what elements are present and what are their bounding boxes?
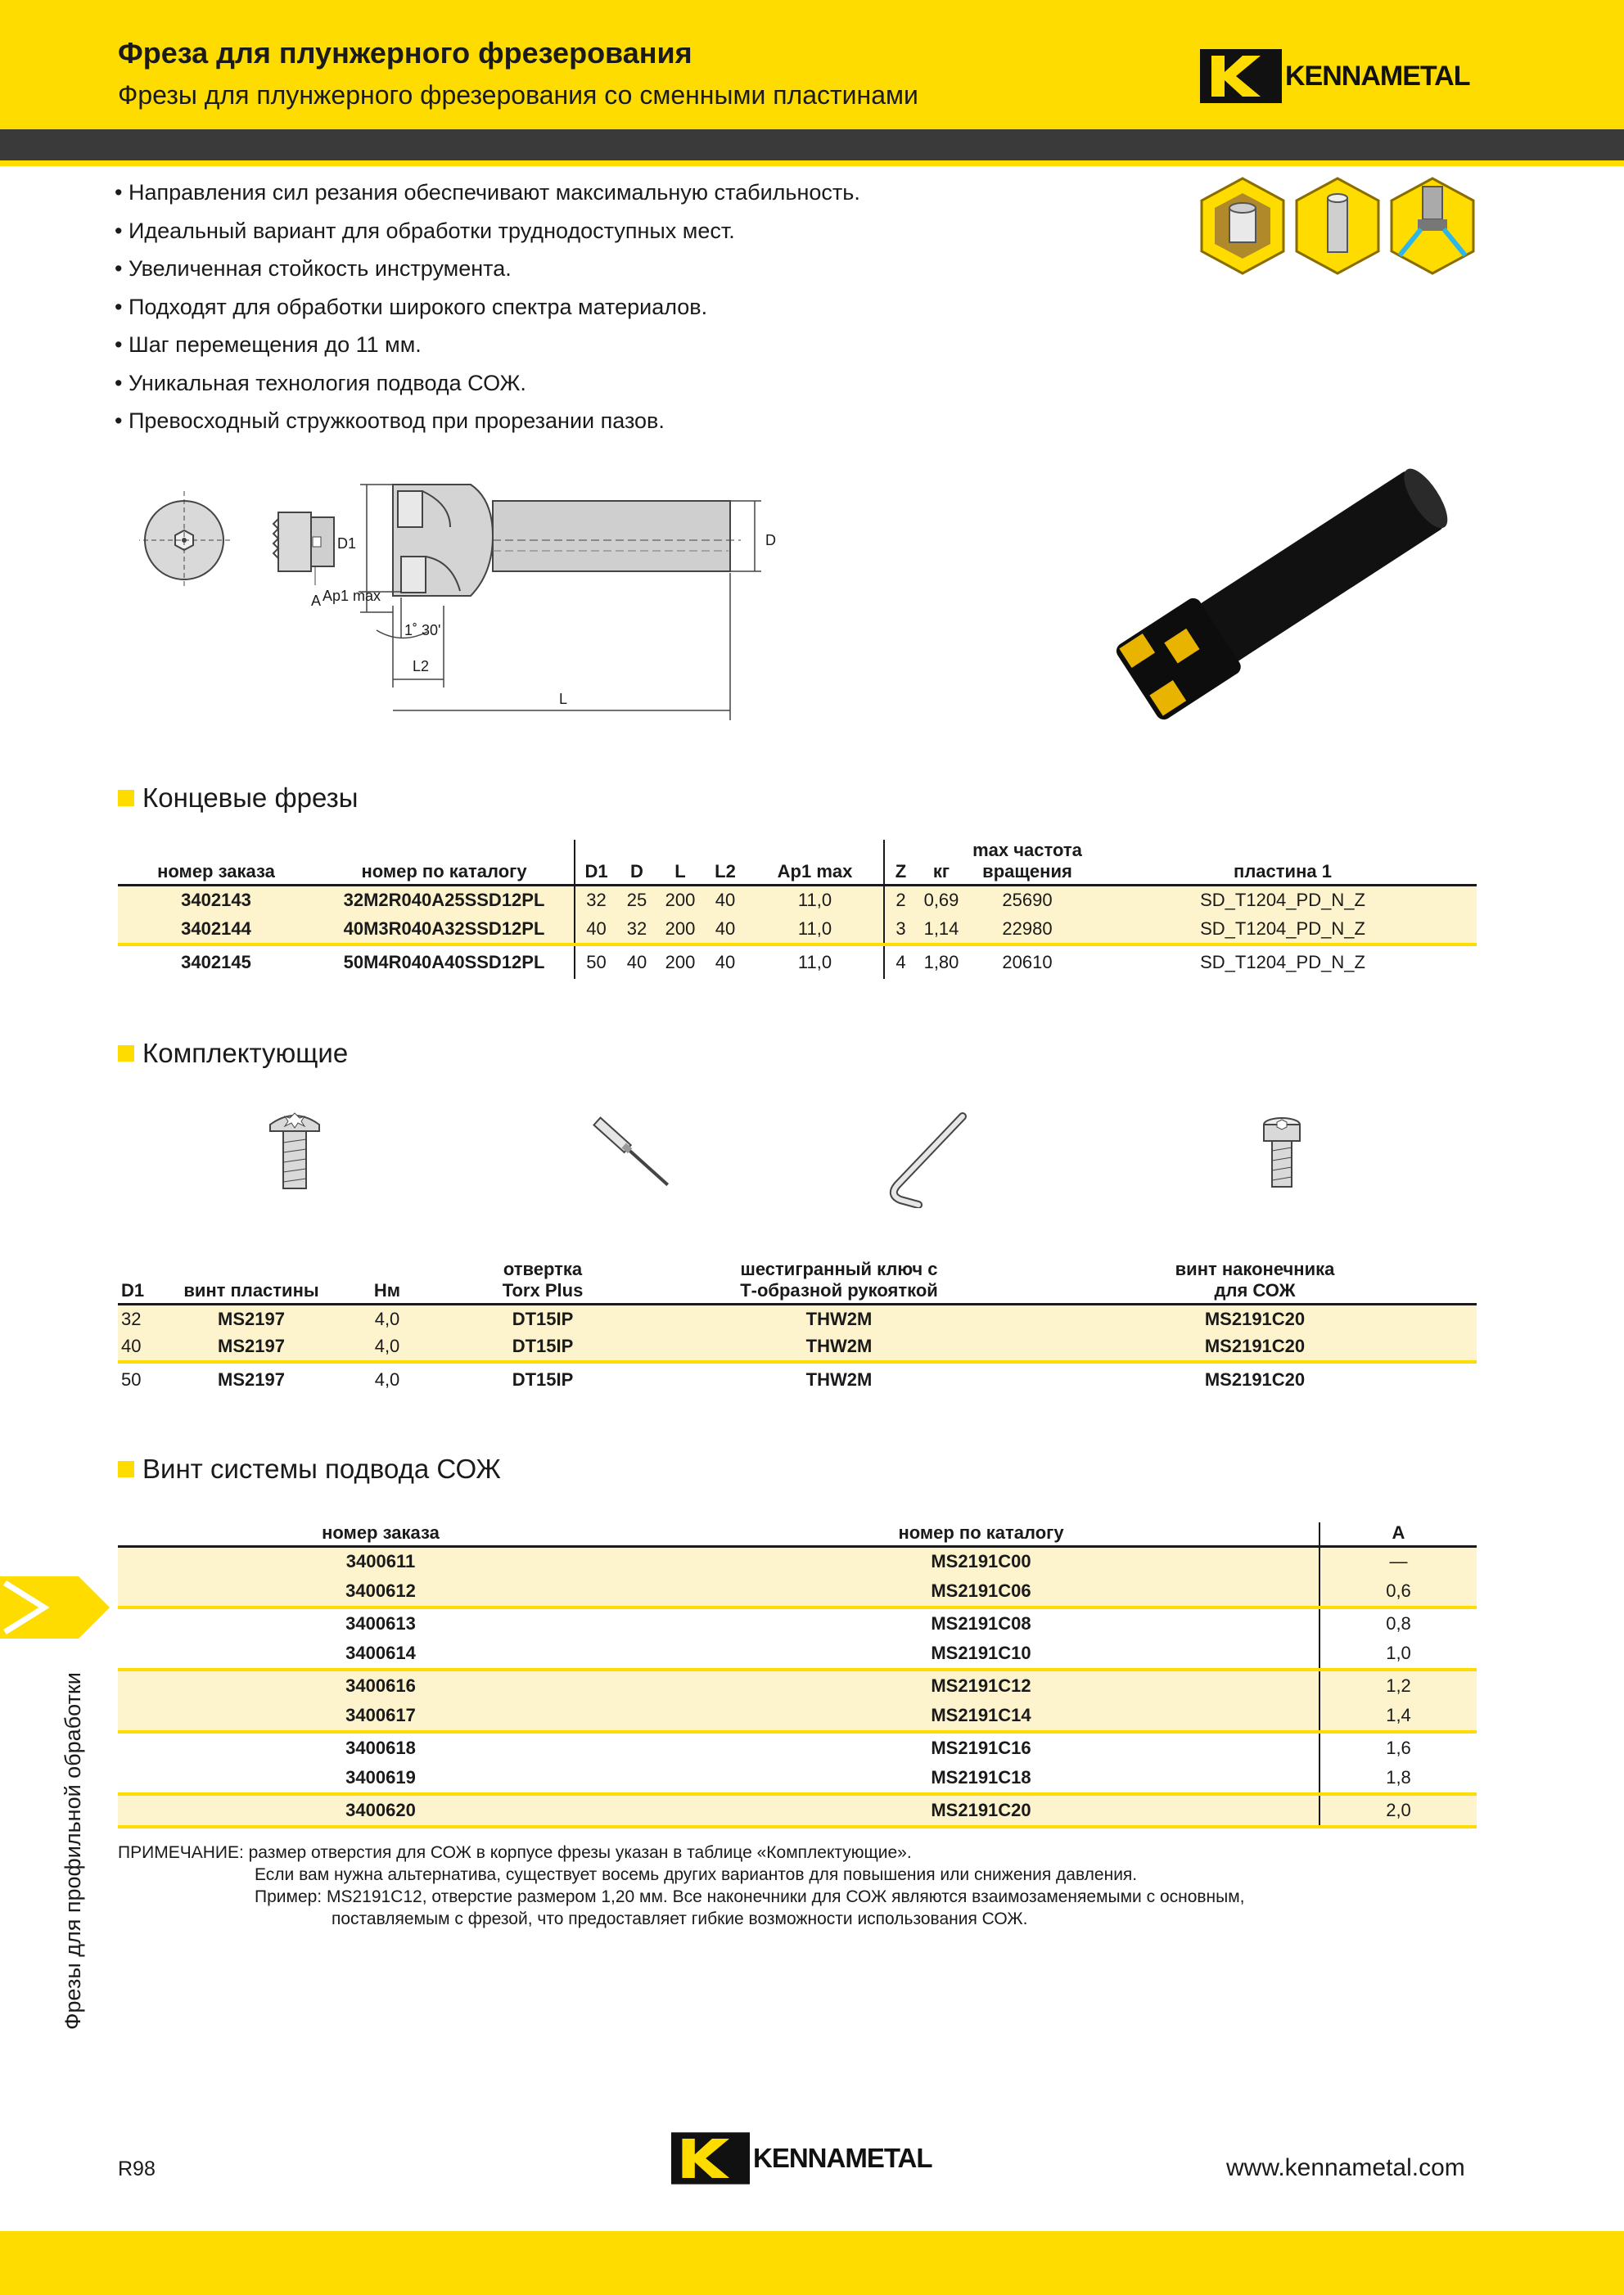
note-line: поставляемым с фрезой, что предоставляет гибкие возможности использования СОЖ. xyxy=(332,1909,1028,1928)
feature-item: • Подходят для обработки широкого спектра материалов. xyxy=(115,288,860,327)
cell-order: 3400612 xyxy=(118,1576,643,1607)
cell-a: 1,8 xyxy=(1320,1763,1477,1794)
cell-a: 1,6 xyxy=(1320,1732,1477,1763)
page-title: Фреза для плунжерного фрезерования xyxy=(118,36,692,70)
dim-label-angle: 1˚ 30' xyxy=(404,622,441,638)
section-heading-text: Винт системы подвода СОЖ xyxy=(142,1454,501,1484)
accessories-table xyxy=(118,1259,1477,1396)
cell-a: 1,2 xyxy=(1320,1670,1477,1701)
table-row xyxy=(118,915,1477,945)
cell-d: 40 xyxy=(626,951,647,972)
cell-l: 200 xyxy=(656,915,704,945)
table-row xyxy=(118,1639,1477,1670)
cell-insert-screw: MS2197 xyxy=(169,1305,334,1333)
cell-catalog: MS2191C16 xyxy=(931,1737,1031,1758)
cell-rpm: 20610 xyxy=(1002,951,1053,972)
cell-nm: 4,0 xyxy=(334,1305,440,1333)
feature-item: • Уникальная технология подвода СОЖ. xyxy=(115,364,860,403)
cell-l2: 40 xyxy=(715,951,736,972)
note-line: Если вам нужна альтернатива, существует восемь других вариантов для повышения или снижения давления. xyxy=(255,1865,1138,1884)
cell-order: 3402144 xyxy=(118,915,314,945)
cell-order: 3400611 xyxy=(118,1547,643,1576)
application-icons xyxy=(1197,175,1483,277)
feature-item: • Шаг перемещения до 11 мм. xyxy=(115,326,860,364)
feature-list xyxy=(115,174,860,440)
header-yellow-line xyxy=(0,160,1624,166)
cell-l2: 40 xyxy=(704,915,747,945)
dim-label-d1: D1 xyxy=(337,535,357,552)
cell-order: 3400614 xyxy=(118,1639,643,1670)
note xyxy=(118,1842,1245,1930)
cutter-side-view xyxy=(303,475,741,596)
cell-order: 3402143 xyxy=(118,886,314,915)
hex-key-icon xyxy=(864,1110,971,1208)
col-key-line2: Т-образной рукояткой xyxy=(740,1280,938,1301)
col-tip-line1: винт наконечника xyxy=(1175,1259,1335,1279)
cell-kg: 1,14 xyxy=(917,915,966,945)
brand-wordmark: KENNAMETAL xyxy=(1285,60,1470,92)
cell-d1: 32 xyxy=(118,1305,169,1333)
cell-kg: 1,80 xyxy=(923,951,959,972)
header-dark-band xyxy=(0,129,1624,160)
col-driver-line1: отвертка xyxy=(503,1259,583,1279)
cell-d: 32 xyxy=(617,915,656,945)
col-key xyxy=(645,1259,1033,1305)
cell-z: 3 xyxy=(884,915,917,945)
cell-order: 3400619 xyxy=(118,1763,643,1794)
col-z: Z xyxy=(884,840,917,886)
col-d1: D1 xyxy=(118,1259,169,1305)
cell-d1: 32 xyxy=(575,886,617,915)
cell-catalog: 50M4R040A40SSD12PL xyxy=(343,951,545,972)
table-row xyxy=(118,1547,1477,1576)
end-mills-table xyxy=(118,840,1477,979)
col-l: L xyxy=(656,840,704,886)
col-nm: Нм xyxy=(334,1259,440,1305)
col-catalog: номер по каталогу xyxy=(314,840,575,886)
cell-order: 3402145 xyxy=(181,951,251,972)
heading-square-icon xyxy=(118,1045,134,1062)
cell-driver: DT15IP xyxy=(440,1333,645,1362)
cell-driver: DT15IP xyxy=(512,1368,574,1390)
website-link[interactable]: www.kennametal.com xyxy=(1226,2154,1465,2181)
cell-catalog: MS2191C00 xyxy=(643,1547,1320,1576)
cell-tip: MS2191C20 xyxy=(1033,1333,1477,1362)
cell-insert: SD_T1204_PD_N_Z xyxy=(1089,886,1477,915)
table-row xyxy=(118,1701,1477,1732)
cell-kg: 0,69 xyxy=(917,886,966,915)
col-rpm-line1: max частота xyxy=(972,840,1082,860)
note-line: Пример: MS2191C12, отверстие размером 1,20 мм. Все наконечники для СОЖ являются взаимозаменяемыми с основным, xyxy=(255,1887,1245,1906)
col-kg: кг xyxy=(917,840,966,886)
col-rpm-line2: вращения xyxy=(982,861,1072,881)
cell-catalog: MS2191C18 xyxy=(643,1763,1320,1794)
col-catalog: номер по каталогу xyxy=(643,1522,1320,1547)
coolant-screw-end-view xyxy=(139,491,233,589)
cell-tip: MS2191C20 xyxy=(1033,1305,1477,1333)
col-d: D xyxy=(617,840,656,886)
cell-driver: DT15IP xyxy=(440,1305,645,1333)
col-l2: L2 xyxy=(704,840,747,886)
dim-label-ap1: Ap1 max xyxy=(323,588,381,604)
section-heading-text: Концевые фрезы xyxy=(142,782,359,813)
cell-catalog: MS2191C12 xyxy=(643,1670,1320,1701)
footer-brand-logo xyxy=(671,2132,932,2185)
side-tab-chevron-icon xyxy=(0,1576,111,1639)
cell-catalog: 40M3R040A32SSD12PL xyxy=(314,915,575,945)
cell-a: 0,6 xyxy=(1320,1576,1477,1607)
cell-order: 3400618 xyxy=(345,1737,416,1758)
table-row xyxy=(118,886,1477,915)
cell-tip: MS2191C20 xyxy=(1204,1368,1306,1390)
col-order: номер заказа xyxy=(118,1522,643,1547)
dim-label-l: L xyxy=(559,691,568,707)
col-d1: D1 xyxy=(575,840,617,886)
cell-catalog: MS2191C08 xyxy=(931,1612,1031,1634)
technical-drawing xyxy=(139,475,1040,728)
cell-order: 3400613 xyxy=(345,1612,416,1634)
cell-a: 1,0 xyxy=(1320,1639,1477,1670)
page-subtitle: Фрезы для плунжерного фрезерования со сменными пластинами xyxy=(118,80,918,110)
col-insert: пластина 1 xyxy=(1089,840,1477,886)
cell-insert-screw: MS2197 xyxy=(218,1368,285,1390)
cell-a: 0,8 xyxy=(1320,1607,1477,1639)
cell-a: — xyxy=(1320,1547,1477,1576)
dim-label-l2: L2 xyxy=(413,658,430,674)
col-tip-line2: для СОЖ xyxy=(1214,1280,1296,1301)
col-tip xyxy=(1033,1259,1477,1305)
cell-catalog: 32M2R040A25SSD12PL xyxy=(314,886,575,915)
section-heading-end-mills xyxy=(118,782,358,814)
cell-nm: 4,0 xyxy=(334,1333,440,1362)
cell-l2: 40 xyxy=(704,886,747,915)
col-order: номер заказа xyxy=(118,840,314,886)
footer-brand-wordmark: KENNAMETAL xyxy=(753,2143,932,2173)
coolant-nozzle-screw-icon xyxy=(1249,1113,1315,1195)
col-a: A xyxy=(1320,1522,1477,1547)
cell-catalog: MS2191C06 xyxy=(643,1576,1320,1607)
cell-d1: 40 xyxy=(118,1333,169,1362)
col-ap1: Ap1 max xyxy=(747,840,884,886)
cell-insert: SD_T1204_PD_N_Z xyxy=(1089,915,1477,945)
cell-ap1: 11,0 xyxy=(747,886,884,915)
col-driver-line2: Torx Plus xyxy=(502,1280,584,1301)
cell-z: 2 xyxy=(884,886,917,915)
cell-ap1: 11,0 xyxy=(747,915,884,945)
torx-screwdriver-icon xyxy=(583,1110,681,1200)
table-row xyxy=(118,1763,1477,1794)
page-number: R98 xyxy=(118,2157,156,2180)
cell-catalog: MS2191C14 xyxy=(643,1701,1320,1732)
cell-a: 2,0 xyxy=(1320,1794,1477,1827)
cell-key: THW2M xyxy=(645,1333,1033,1362)
cell-order: 3400617 xyxy=(118,1701,643,1732)
cell-l: 200 xyxy=(665,951,696,972)
cell-d1: 50 xyxy=(121,1368,142,1390)
section-heading-accessories xyxy=(118,1038,348,1069)
insert-screw-icon xyxy=(262,1107,327,1197)
dim-label-d: D xyxy=(765,532,776,548)
round-bar-material-icon xyxy=(1297,178,1378,273)
product-rendering xyxy=(1080,442,1490,753)
col-key-line1: шестигранный ключ с xyxy=(740,1259,938,1279)
kennametal-k-icon xyxy=(671,2132,750,2185)
coolant-screws-table xyxy=(118,1522,1477,1828)
cell-d1: 50 xyxy=(575,945,617,979)
cell-d1: 40 xyxy=(575,915,617,945)
kennametal-k-icon xyxy=(1200,49,1282,103)
cell-a: 1,4 xyxy=(1320,1701,1477,1732)
feature-item: • Превосходный стружкоотвод при прорезании пазов. xyxy=(115,402,860,440)
cell-key: THW2M xyxy=(645,1305,1033,1333)
heading-square-icon xyxy=(118,790,134,806)
table-row xyxy=(118,945,1477,979)
table-row xyxy=(118,1305,1477,1333)
cell-catalog: MS2191C10 xyxy=(643,1639,1320,1670)
coolant-through-icon xyxy=(1392,178,1473,273)
cell-order: 3400620 xyxy=(118,1794,643,1827)
cell-catalog: MS2191C20 xyxy=(643,1794,1320,1827)
cell-l: 200 xyxy=(656,886,704,915)
cell-key: THW2M xyxy=(805,1368,873,1390)
cell-insert: SD_T1204_PD_N_Z xyxy=(1200,951,1365,972)
table-row xyxy=(118,1732,1477,1763)
heading-square-icon xyxy=(118,1461,134,1477)
brand-logo xyxy=(1200,49,1469,103)
feature-item: • Направления сил резания обеспечивают максимальную стабильность. xyxy=(115,174,860,212)
cell-d: 25 xyxy=(617,886,656,915)
table-row xyxy=(118,1794,1477,1827)
table-row xyxy=(118,1362,1477,1396)
cell-rpm: 25690 xyxy=(966,886,1089,915)
cell-rpm: 22980 xyxy=(966,915,1089,945)
cell-order: 3400616 xyxy=(118,1670,643,1701)
cell-insert-screw: MS2197 xyxy=(169,1333,334,1362)
table-row xyxy=(118,1670,1477,1701)
feature-item: • Идеальный вариант для обработки труднодоступных мест. xyxy=(115,212,860,250)
col-insert-screw: винт пластины xyxy=(169,1259,334,1305)
section-heading-coolant-screws xyxy=(118,1454,501,1485)
cell-nm: 4,0 xyxy=(374,1368,400,1390)
feature-item: • Увеличенная стойкость инструмента. xyxy=(115,250,860,288)
note-line: ПРИМЕЧАНИЕ: размер отверстия для СОЖ в корпусе фрезы указан в таблице «Комплектующие». xyxy=(118,1843,912,1862)
table-row xyxy=(118,1607,1477,1639)
pocket-milling-icon xyxy=(1202,178,1283,273)
table-row xyxy=(118,1576,1477,1607)
table-row xyxy=(118,1333,1477,1362)
cell-z: 4 xyxy=(884,945,917,979)
cell-ap1: 11,0 xyxy=(797,951,832,972)
col-rpm xyxy=(966,840,1089,886)
dim-label-a: A xyxy=(311,593,322,609)
side-tab-label: Фрезы для профильной обработки xyxy=(61,1672,85,2030)
footer-band xyxy=(0,2231,1624,2295)
col-driver xyxy=(440,1259,645,1305)
section-heading-text: Комплектующие xyxy=(142,1038,349,1068)
